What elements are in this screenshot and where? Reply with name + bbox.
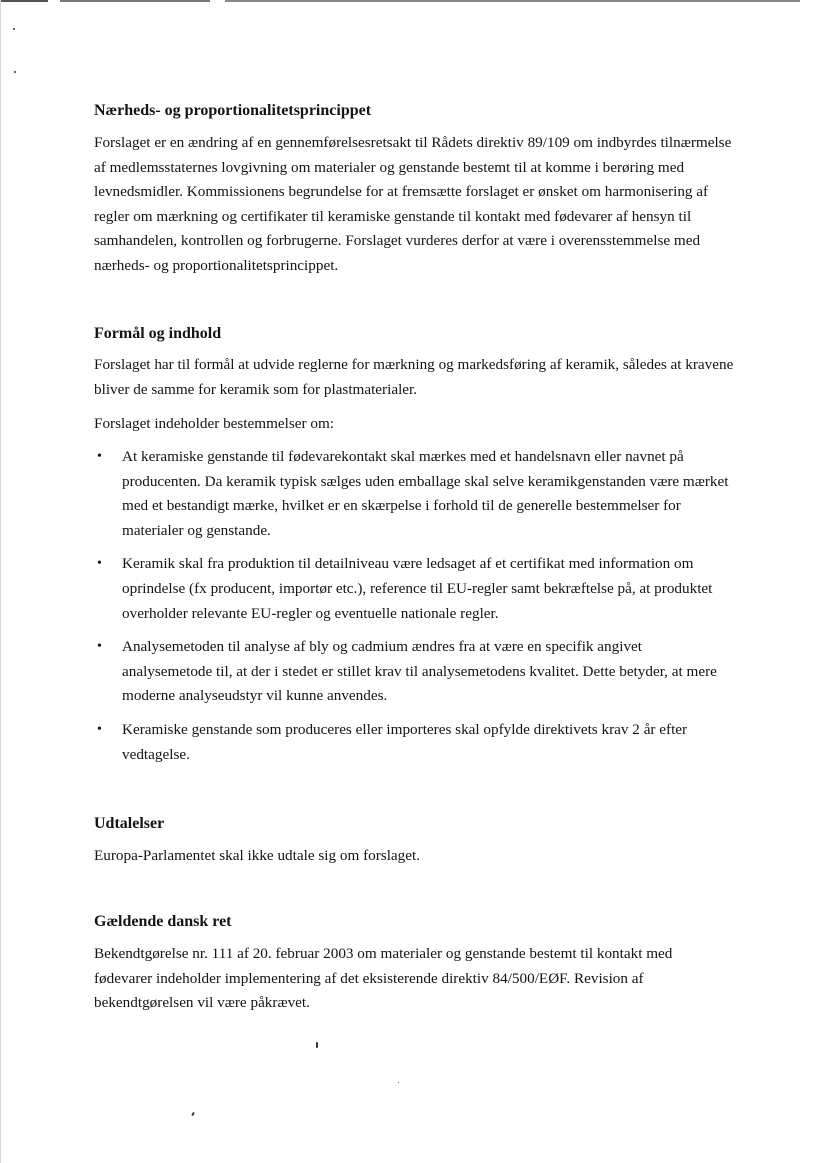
section-heading-statements: Udtalelser <box>94 815 165 832</box>
bullet-icon: • <box>97 449 102 464</box>
list-item <box>94 718 734 767</box>
section-paragraph: Forslaget indeholder bestemmelser om: <box>94 415 334 432</box>
bullet-icon: • <box>97 721 102 737</box>
section-paragraph: Forslaget har til formål at udvide reglerne for mærkning og markedsføring af keramik, således at kravene bliver de samme for keramik som for plastmaterialer. <box>94 356 734 398</box>
list-item-text: Keramiske genstande som produceres eller importeres skal opfylde direktivets krav 2 år efter vedtagelse. <box>122 720 688 763</box>
list-item <box>94 635 734 709</box>
list-item <box>94 552 734 626</box>
section-heading-purpose: Formål og indhold <box>94 325 222 342</box>
section-heading-subsidiarity: Nærheds- og proportionalitetsprincippet <box>94 102 372 119</box>
list-item-text: Keramik skal fra produktion til detailniveau være ledsaget af et certifikat med information om oprindelse (fx producent, importør etc.), reference til EU-regler samt bekræftelse på, at produktet overholder relevante EU-regler og eventuelle nationale regler. <box>122 555 713 622</box>
section-paragraph: Europa-Parlamentet skal ikke udtale sig om forslaget. <box>94 847 421 864</box>
section-paragraph: Bekendtgørelse nr. 111 af 20. februar 2003 om materialer og genstande bestemt til kontakt med fødevarer indeholder implementering af det eksisterende direktiv 84/500/EØF. Revision af bekendtgørelsen vil være påkrævet. <box>94 945 673 1012</box>
list-item-text: At keramiske genstande til fødevarekontakt skal mærkes med et handelsnavn eller navnet på producenten. Da keramik typisk sælges uden emballage skal selve keramikgenstanden være mærket med et bestandigt mærke, hvilket er en skærpelse i forhold til de generelle bestemmelser for materialer og genstande. <box>122 448 729 539</box>
bullet-icon: • <box>97 639 102 655</box>
bullet-icon: • <box>97 556 102 572</box>
provisions-list <box>94 445 734 776</box>
section-heading-danish-law: Gældende dansk ret <box>94 913 232 930</box>
section-paragraph: Forslaget er en ændring af en gennemførelsesretsakt til Rådets direktiv 89/109 om indbyrdes tilnærmelse af medlemsstaternes lovgivning om materialer og genstande bestemt til at komme i berøring med levnedsmidler. Kommissionens begrundelse for at fremsætte forslaget er ønsket om harmonisering af regler om mærkning og certifikater til keramiske genstande til kontakt med fødevarer af hensyn til samhandelen, kontrollen og forbrugerne. Forslaget vurderes derfor at være i overensstemmelse med nærheds- og proportionalitetsprincippet. <box>94 134 732 274</box>
list-item-text: Analysemetoden til analyse af bly og cadmium ændres fra at være en specifik angivet analysemetode til, at der i stedet er stillet krav til analysemetodens kvalitet. Dette betyder, at mere moderne analyseudstyr vil kunne anvendes. <box>122 638 717 705</box>
list-item <box>94 445 734 543</box>
